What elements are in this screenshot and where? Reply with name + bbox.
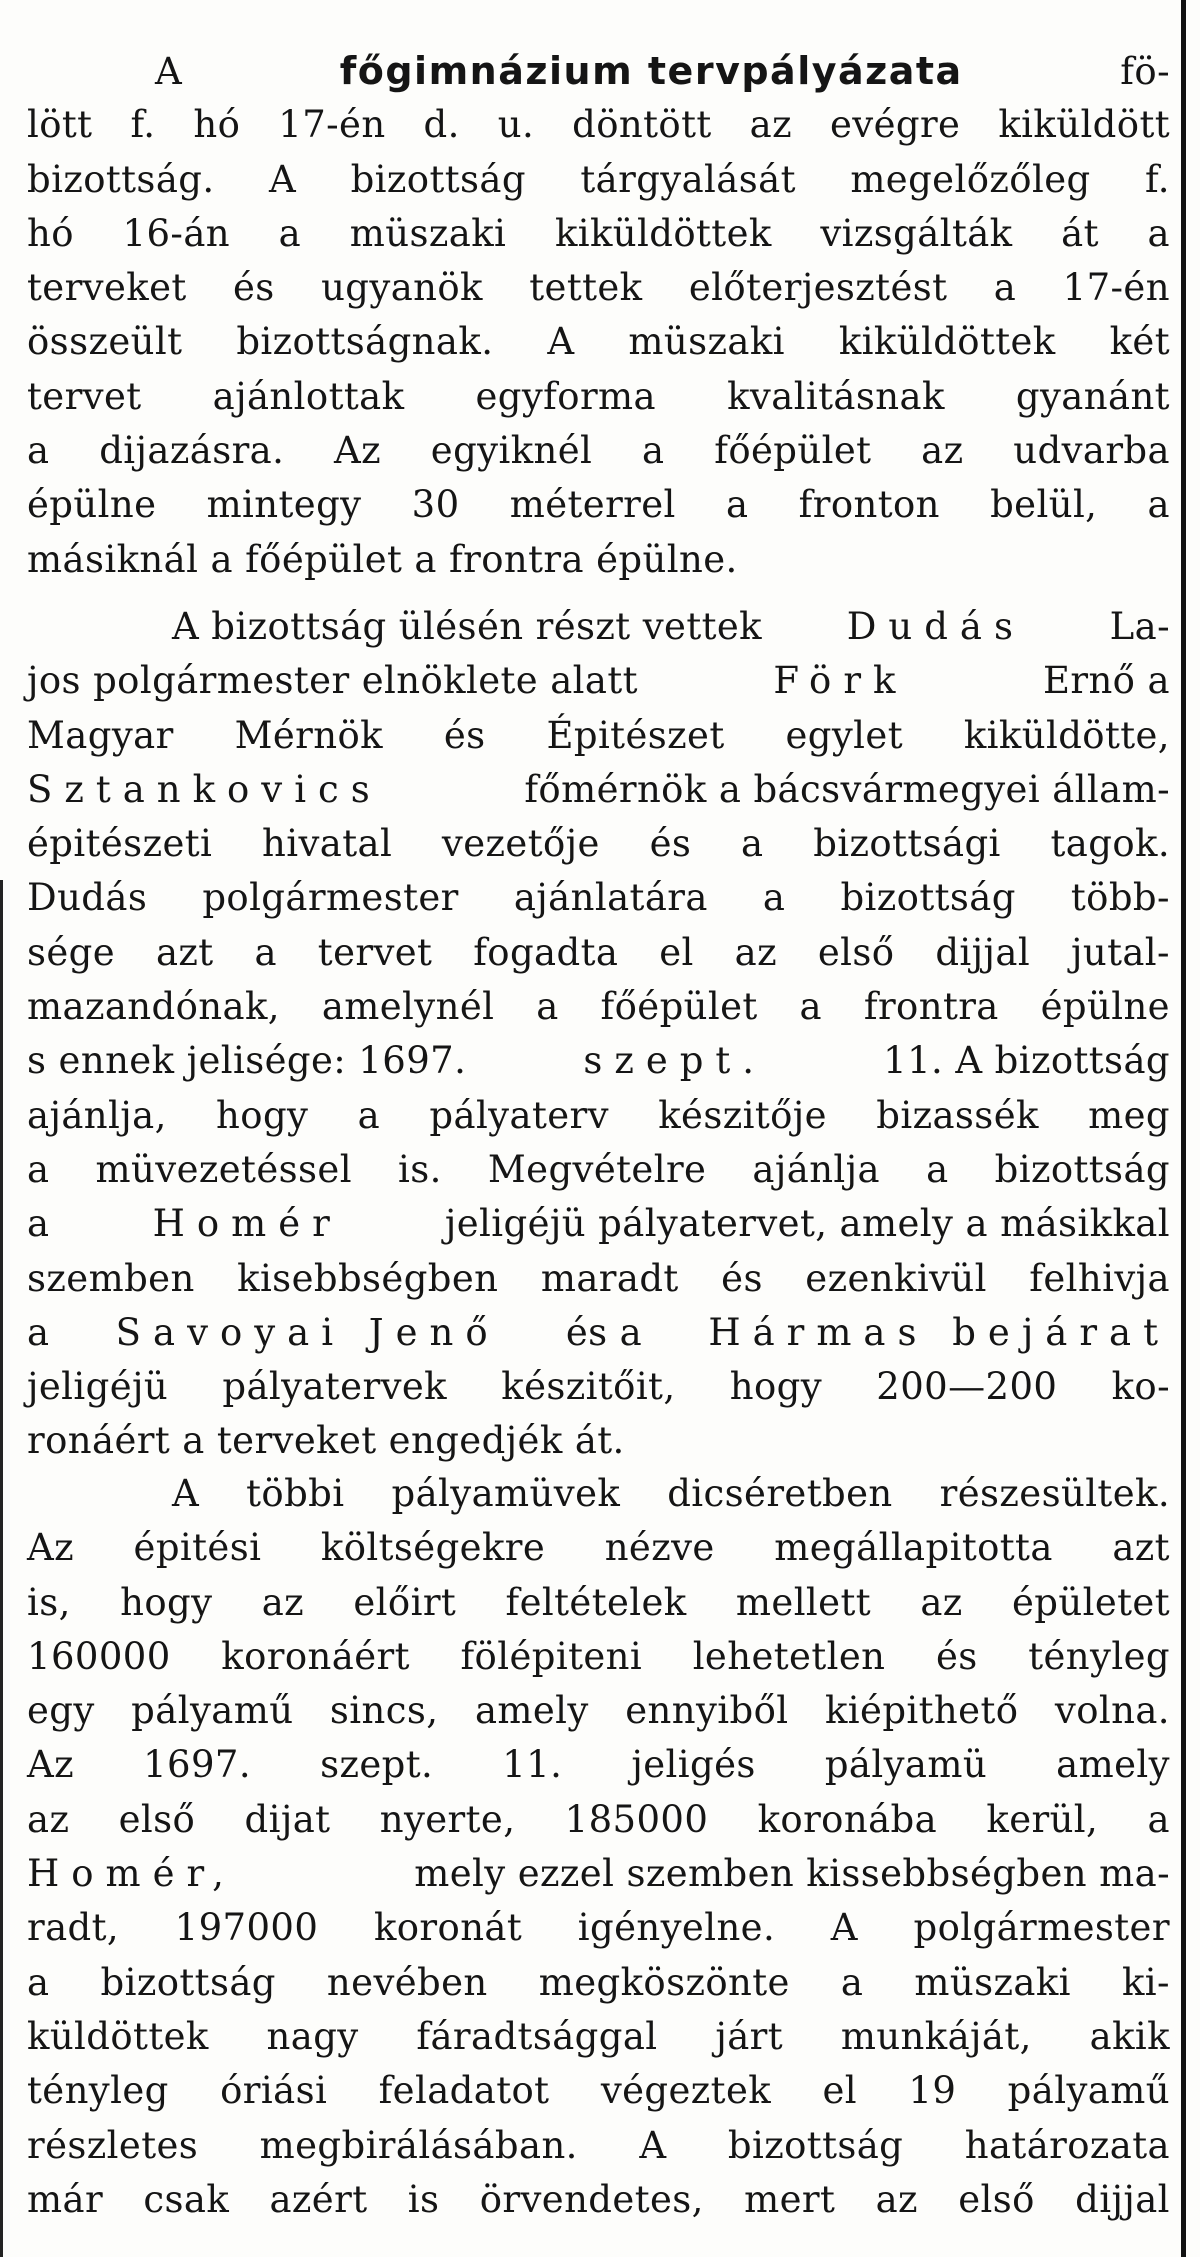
word: az <box>749 103 792 147</box>
text-line <box>27 709 1170 763</box>
word: mazandónak, <box>27 985 280 1029</box>
motto-name: Homér, <box>27 1852 236 1896</box>
word: udvarba <box>1013 429 1170 473</box>
text-span: Ernő a <box>1042 659 1170 703</box>
word: és <box>935 1634 978 1678</box>
word: a <box>536 985 559 1029</box>
word: első <box>958 2177 1035 2221</box>
word: kvalitásnak <box>727 374 945 418</box>
word: 17-én <box>278 103 386 147</box>
word: tényleg <box>1028 1634 1170 1678</box>
word: A <box>268 157 297 201</box>
word: azért <box>269 2177 368 2221</box>
word: épületet <box>1012 1580 1170 1624</box>
date-spaced: szept. <box>583 1039 767 1083</box>
text-span: mely ezzel szemben kissebbségben ma- <box>414 1852 1170 1896</box>
word: felhivja <box>1029 1256 1170 1300</box>
word: hogy <box>216 1093 309 1137</box>
word: nevében <box>326 1960 488 2004</box>
text-line <box>27 1521 1170 1575</box>
word: amely <box>1056 1743 1170 1787</box>
paragraph-2 <box>27 600 1170 1469</box>
text-span: a <box>27 1202 50 1246</box>
text-line <box>27 1197 1170 1251</box>
word: jutal- <box>1070 930 1170 974</box>
word: pályamű <box>131 1689 294 1733</box>
word: a <box>1147 1797 1170 1841</box>
motto-name: Homér <box>152 1202 342 1246</box>
word: pályamű <box>1007 2069 1170 2113</box>
word: müszaki <box>628 320 785 364</box>
word: f. <box>1145 157 1170 201</box>
text-line <box>27 153 1170 207</box>
paragraph-1 <box>27 44 1170 587</box>
word: méterrel <box>509 483 676 527</box>
word: a <box>762 876 786 920</box>
text-span: 11. A bizottság <box>883 1039 1170 1083</box>
word: 1697. <box>143 1743 252 1787</box>
word: döntött <box>572 103 712 147</box>
word: dijjal <box>1075 2177 1170 2221</box>
word: 30 <box>411 483 460 527</box>
text-line <box>27 370 1170 424</box>
word: hó <box>193 103 241 147</box>
word: dijazásra. <box>99 429 285 473</box>
word: a <box>357 1093 381 1137</box>
word: hogy <box>120 1580 213 1624</box>
word: előterjesztést <box>688 266 948 310</box>
text-line <box>27 871 1170 925</box>
person-name: Förk <box>773 659 908 703</box>
word: ezenkivül <box>805 1256 987 1300</box>
word: megállapitotta <box>774 1526 1053 1570</box>
text-line <box>27 1034 1170 1088</box>
word: épülne <box>1040 985 1170 1029</box>
text-line <box>27 600 1170 654</box>
text-span: és a <box>565 1310 643 1354</box>
word: megbirálásában. <box>259 2123 578 2167</box>
text-line <box>27 98 1170 152</box>
word: épitészeti <box>27 822 213 866</box>
headline-lead: főgimnázium tervpályázata <box>339 49 963 93</box>
word: a <box>27 1960 50 2004</box>
text-span: A bizottság ülésén részt vettek <box>172 605 762 648</box>
word: és <box>649 822 692 866</box>
text-span: A <box>155 50 183 93</box>
word: a <box>740 822 764 866</box>
word: volna. <box>1054 1689 1170 1733</box>
word: az <box>920 1580 963 1624</box>
word: a <box>1147 211 1170 255</box>
text-line <box>27 478 1170 532</box>
word: igényelne. <box>577 1906 776 1950</box>
text-line <box>27 1630 1170 1684</box>
word: radt, <box>27 1906 120 1950</box>
text-line <box>27 1684 1170 1738</box>
text-line <box>27 261 1170 315</box>
word: koronáért <box>221 1634 410 1678</box>
text-span: La- <box>1109 605 1170 648</box>
word: több- <box>1070 876 1170 920</box>
word: feltételek <box>505 1580 687 1624</box>
word: ugyanök <box>321 266 483 310</box>
word: végeztek <box>600 2069 772 2113</box>
word: Dudás <box>27 876 148 920</box>
text-line <box>27 1847 1170 1901</box>
text-line <box>27 2119 1170 2173</box>
word: épitési <box>133 1526 262 1570</box>
text-line <box>27 763 1170 817</box>
word: u. <box>497 103 535 147</box>
text-line <box>27 1252 1170 1306</box>
word: egyiknél <box>430 429 593 473</box>
word: előirt <box>353 1580 457 1624</box>
word: megelőzőleg <box>850 157 1091 201</box>
word: ajánlja, <box>27 1093 167 1137</box>
word: d. <box>423 103 460 147</box>
text-span: s ennek jelisége: 1697. <box>27 1039 467 1083</box>
text-line <box>27 817 1170 871</box>
word: maradt <box>540 1256 679 1300</box>
word: evégre <box>829 103 961 147</box>
text-span: jos polgármester elnöklete alatt <box>27 659 638 703</box>
word: tervet <box>317 930 433 974</box>
word: nézve <box>604 1526 715 1570</box>
word: készitőit, <box>501 1365 676 1409</box>
word: müvezetéssel <box>95 1147 352 1191</box>
word: is, <box>27 1580 71 1624</box>
word: bizottság <box>100 1960 276 2004</box>
text-span: jeligéjü pályatervet, amely a másikkal <box>444 1202 1170 1246</box>
word: bizottság <box>350 157 526 201</box>
word: és <box>233 266 275 310</box>
word: dijjal <box>935 930 1031 974</box>
word: és <box>443 713 486 757</box>
word: és <box>721 1256 763 1300</box>
word: bizottság. <box>27 157 215 201</box>
word: A <box>639 2123 667 2167</box>
word: mellett <box>735 1580 872 1624</box>
word: el <box>659 930 694 974</box>
word: Magyar <box>27 713 174 757</box>
word: küldöttek <box>27 2014 209 2058</box>
word: 197000 <box>174 1906 319 1950</box>
word: a <box>27 1147 50 1191</box>
word: tettek <box>529 266 643 310</box>
word: összeült <box>27 320 183 364</box>
word: bizottság <box>727 2123 904 2167</box>
word: a <box>926 1147 949 1191</box>
word: járt <box>715 2014 784 2058</box>
word: tényleg <box>27 2069 169 2113</box>
word: készitője <box>658 1093 827 1137</box>
word: a <box>642 429 665 473</box>
word: vizsgálták <box>820 211 1013 255</box>
word: egyforma <box>475 374 656 418</box>
word: pályatervek <box>222 1365 447 1409</box>
word: A <box>830 1906 858 1950</box>
text-line: másiknál a főépület a frontra épülne. <box>27 537 738 581</box>
word: müszaki <box>914 1960 1071 2004</box>
word: meg <box>1088 1093 1170 1137</box>
word: egylet <box>785 713 903 757</box>
word: kiküldött <box>998 103 1170 147</box>
word: ajánlja <box>752 1147 880 1191</box>
word: költségekre <box>320 1526 546 1570</box>
word: a <box>840 1960 864 2004</box>
word: jeligés <box>631 1743 756 1787</box>
word: szept. <box>320 1743 434 1787</box>
motto-name: Hármas bejárat <box>708 1310 1170 1354</box>
word: amely <box>474 1689 589 1733</box>
word: ki- <box>1121 1960 1170 2004</box>
word: örvendetes, <box>479 2177 704 2221</box>
word: fölépiteni <box>460 1634 643 1678</box>
word: dijat <box>244 1797 331 1841</box>
word: az <box>875 2177 918 2221</box>
word: amelynél <box>321 985 495 1029</box>
word: 160000 <box>27 1634 171 1678</box>
text-line <box>27 1306 1170 1360</box>
word: terveket <box>27 266 187 310</box>
word: a <box>993 266 1017 310</box>
text-line <box>27 1467 1170 1521</box>
word: kisebbségben <box>237 1256 499 1300</box>
text-span: fö- <box>1120 50 1170 93</box>
word: kiépithető <box>824 1689 1019 1733</box>
word: is. <box>398 1147 442 1191</box>
word: a <box>27 429 50 473</box>
word: pályamü <box>824 1743 988 1787</box>
word: két <box>1109 320 1170 364</box>
word: polgármester <box>913 1906 1170 1950</box>
word: kiküldöttek <box>554 211 772 255</box>
word: az <box>921 429 964 473</box>
text-line <box>27 1360 1170 1414</box>
text-line <box>27 2010 1170 2064</box>
word: lehetetlen <box>692 1634 886 1678</box>
word: sége <box>27 930 116 974</box>
word: bizottság <box>994 1147 1170 1191</box>
word: megköszönte <box>538 1960 790 2004</box>
column-right-rule <box>1181 0 1186 2257</box>
word: pályaterv <box>429 1093 609 1137</box>
word: ko- <box>1111 1365 1170 1409</box>
person-name: Sztankovics <box>27 767 382 811</box>
word: Az <box>27 1743 75 1787</box>
word: mintegy <box>206 483 362 527</box>
word: müszaki <box>349 211 507 255</box>
word: bizassék <box>876 1093 1039 1137</box>
word: mert <box>744 2177 836 2221</box>
word: bizottsági <box>813 822 1001 866</box>
word: épülne <box>27 483 157 527</box>
text-span: főmérnök a bácsvármegyei állam- <box>524 767 1170 811</box>
text-line <box>27 1901 1170 1955</box>
text-line <box>27 44 1170 98</box>
word: tárgyalását <box>580 157 796 201</box>
text-line <box>27 1956 1170 2010</box>
word: az <box>261 1580 305 1624</box>
word: sincs, <box>329 1689 439 1733</box>
text-line <box>27 1143 1170 1197</box>
word: a <box>1147 483 1170 527</box>
column-left-rule <box>0 880 3 2257</box>
word: nyerte, <box>379 1797 516 1841</box>
word: fronton <box>798 483 940 527</box>
word: pályamüvek <box>391 1472 621 1515</box>
text-line <box>27 2064 1170 2118</box>
word: az <box>27 1797 70 1841</box>
paragraph-3 <box>27 1467 1170 2227</box>
text-line <box>27 654 1170 708</box>
word: főépület <box>714 429 872 473</box>
word: koronát <box>373 1906 523 1950</box>
word: 200—200 <box>876 1365 1058 1409</box>
word: első <box>118 1797 196 1841</box>
word: egy <box>27 1689 95 1733</box>
word: át <box>1061 211 1099 255</box>
word: A <box>172 1472 200 1515</box>
word: ajánlottak <box>212 374 405 418</box>
word: részletes <box>27 2123 199 2167</box>
word: munkáját, <box>840 2014 1032 2058</box>
word: határozata <box>964 2123 1170 2167</box>
word: nagy <box>266 2014 359 2058</box>
word: polgármester <box>202 876 459 920</box>
word: 11. <box>502 1743 563 1787</box>
word: bizottságnak. <box>236 320 494 364</box>
text-line <box>27 1793 1170 1847</box>
word: 185000 <box>564 1797 709 1841</box>
word: kiküldötte, <box>963 713 1170 757</box>
word: 19 <box>908 2069 957 2113</box>
word: gyanánt <box>1015 374 1170 418</box>
word: vezetője <box>441 822 600 866</box>
word: el <box>822 2069 857 2113</box>
text-line: ronáért a terveket engedjék át. <box>27 1419 625 1463</box>
word: koronába <box>757 1797 938 1841</box>
word: Épitészet <box>546 713 725 757</box>
word: hó <box>27 211 74 255</box>
word: is <box>407 2177 440 2221</box>
word: belül, <box>990 483 1098 527</box>
person-name: Dudás <box>846 605 1025 648</box>
text-line <box>27 1089 1170 1143</box>
word: Mérnök <box>234 713 383 757</box>
word: A <box>547 320 575 364</box>
text-line <box>27 207 1170 261</box>
text-line <box>27 1576 1170 1630</box>
word: akik <box>1089 2014 1170 2058</box>
word: tervet <box>27 374 142 418</box>
word: főépület <box>600 985 758 1029</box>
word: azt <box>1112 1526 1170 1570</box>
word: dicséretben <box>667 1472 893 1515</box>
text-span: a <box>27 1310 50 1354</box>
word: jeligéjü <box>27 1365 169 1409</box>
word: a <box>799 985 823 1029</box>
word: ennyiből <box>625 1689 789 1733</box>
word: Az <box>334 429 382 473</box>
word: Az <box>27 1526 75 1570</box>
text-line <box>27 2173 1170 2227</box>
text-line <box>27 980 1170 1034</box>
word: lött <box>27 103 93 147</box>
word: kiküldöttek <box>838 320 1056 364</box>
word: bizottság <box>840 876 1016 920</box>
word: fogadta <box>473 930 619 974</box>
word: többi <box>246 1472 345 1515</box>
word: részesültek. <box>939 1472 1170 1515</box>
word: Megvételre <box>487 1147 707 1191</box>
word: első <box>817 930 895 974</box>
word: tagok. <box>1050 822 1170 866</box>
word: az <box>734 930 777 974</box>
text-line <box>27 424 1170 478</box>
text-line <box>27 926 1170 980</box>
word: a <box>725 483 749 527</box>
word: 16-án <box>122 211 231 255</box>
word: fáradtsággal <box>416 2014 658 2058</box>
word: óriási <box>220 2069 328 2113</box>
word: a <box>278 211 302 255</box>
text-line <box>27 1738 1170 1792</box>
word: ajánlatára <box>513 876 708 920</box>
word: 17-én <box>1062 266 1170 310</box>
word: kerül, <box>986 1797 1099 1841</box>
word: csak <box>143 2177 230 2221</box>
word: már <box>27 2177 104 2221</box>
motto-name: Savoyai Jenő <box>115 1310 500 1354</box>
word: f. <box>130 103 156 147</box>
word: szemben <box>27 1256 195 1300</box>
text-line <box>27 315 1170 369</box>
word: azt <box>155 930 214 974</box>
word: feladatot <box>378 2069 550 2113</box>
word: hogy <box>729 1365 823 1409</box>
word: frontra <box>863 985 999 1029</box>
word: a <box>254 930 277 974</box>
word: hivatal <box>262 822 393 866</box>
